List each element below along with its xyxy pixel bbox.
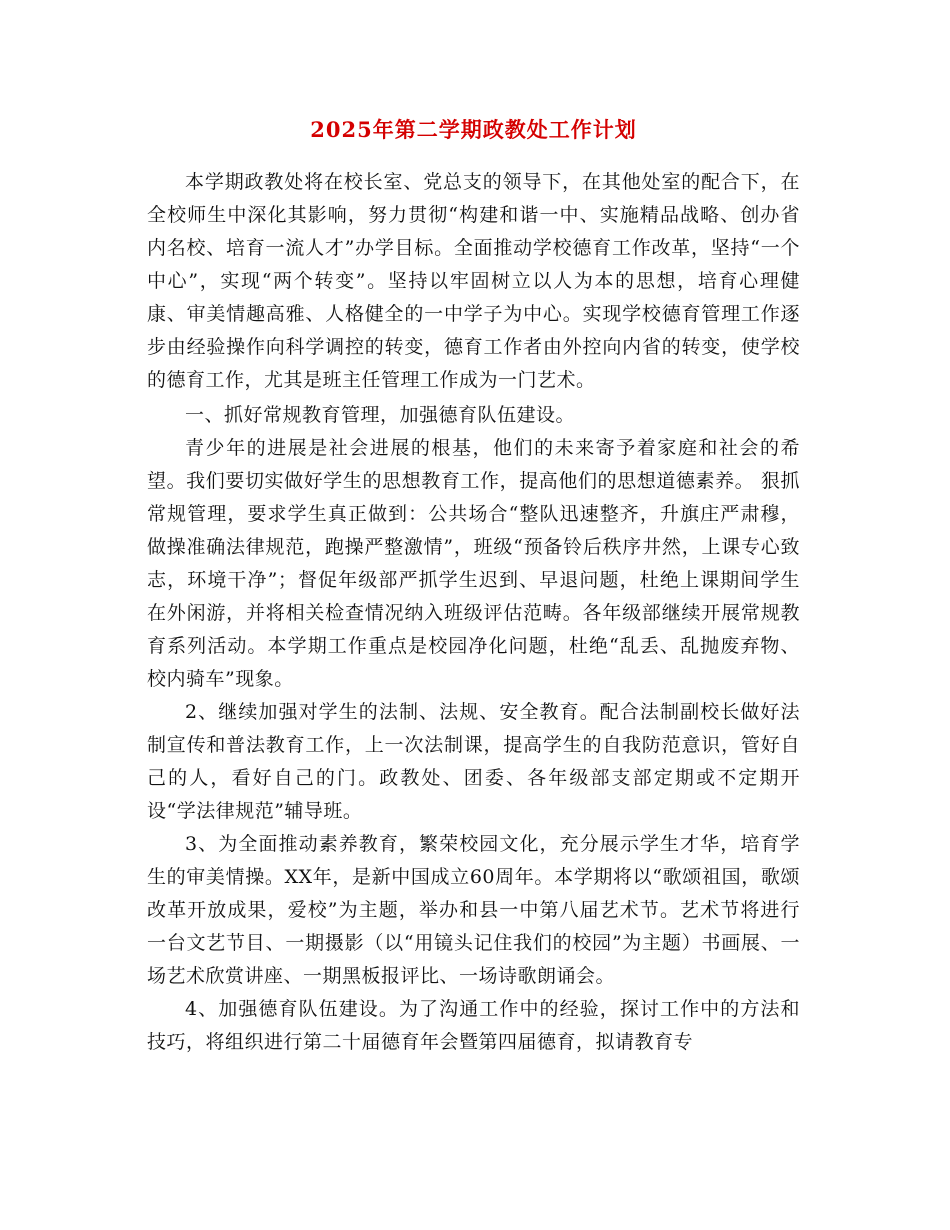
paragraph-arts-festival: 3、为全面推动素养教育，繁荣校园文化，充分展示学生才华，培育学生的审美情操。XX年，是新中国成立60周年。本学期将以“歌颂祖国，歌颂改革开放成果，爱校”为主题，举办和县一中第八届艺术节。艺术节将进行一台文艺节目、一期摄影（以“用镜头记住我们的校园”为主题）书画展、一场艺术欣赏讲座、一期黑板报评比、一场诗歌朗诵会。	[147, 833, 800, 987]
paragraph-legal-education: 2、继续加强对学生的法制、法规、安全教育。配合法制副校长做好法制宣传和普法教育工作，上一次法制课，提高学生的自我防范意识，管好自己的人，看好自己的门。政教处、团委、各年级部支部定期或不定期开设“学法律规范”辅导班。	[147, 701, 800, 822]
paragraph-moral-team: 4、加强德育队伍建设。为了沟通工作中的经验，探讨工作中的方法和技巧，将组织进行第二十届德育年会暨第四届德育，拟请教育专	[147, 998, 800, 1053]
paragraph-intro: 本学期政教处将在校长室、党总支的领导下，在其他处室的配合下，在全校师生中深化其影响，努力贯彻“构建和谐一中、实施精品战略、创办省内名校、培育一流人才”办学目标。全面推动学校德育工作改革，坚持“一个中心”，实现“两个转变”。坚持以牢固树立以人为本的思想，培育心理健康、审美情趣高雅、人格健全的一中学子为中心。实现学校德育管理工作逐步由经验操作向科学调控的转变，德育工作者由外控向内省的转变，使学校的德育工作，尤其是班主任管理工作成为一门艺术。	[147, 171, 800, 391]
paragraph-routine-management: 青少年的进展是社会进展的根基，他们的未来寄予着家庭和社会的希望。我们要切实做好学生的思想教育工作，提高他们的思想道德素养。 狠抓常规管理，要求学生真正做到：公共场合“整队迅速整齐，升旗庄严肃穆，做操准确法律规范，跑操严整激情”，班级“预备铃后秩序井然，上课专心致志，环境干净”；督促年级部严抓学生迟到、早退问题，杜绝上课期间学生在外闲游，并将相关检查情况纳入班级评估范畴。各年级部继续开展常规教育系列活动。本学期工作重点是校园净化问题，杜绝“乱丢、乱抛废弃物、校内骑车”现象。	[147, 437, 800, 690]
document-title: 2025年第二学期政教处工作计划	[310, 117, 637, 142]
section-heading-1: 一、抓好常规教育管理，加强德育队伍建设。	[185, 404, 576, 426]
